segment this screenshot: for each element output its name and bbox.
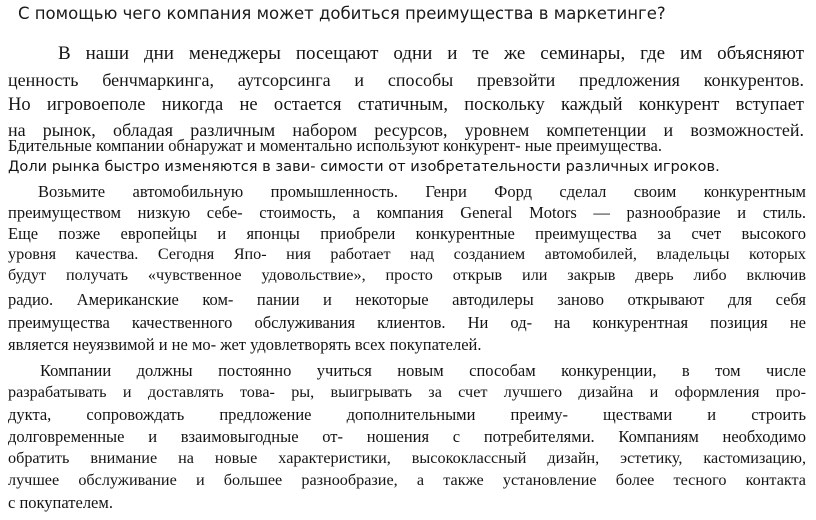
text-line: Доли рынка быстро изменяются в зави- симости от изобретательности различных игроков.	[8, 158, 720, 175]
text-line: разрабатывать и доставлять това- ры, выигрывать за счет лучшего дизайна и оформления про-	[8, 383, 806, 401]
text-line: уровня качества. Сегодня Япо- ния работает над созданием автомобилей, владельцы которых	[8, 245, 806, 263]
text-line: Возьмите автомобильную промышленность. Генри Форд сделал своим конкурентным	[38, 182, 806, 201]
text-line: на рынок, обладая различным набором ресурсов, уровнем компетенции и возможностей.	[8, 120, 804, 140]
text-line: лучшее обслуживание и большее разнообразие, а также установление более тесного контакта	[8, 471, 806, 489]
text-line: преимуществом низкую себе- стоимость, а компания General Motors — разнообразие и стиль.	[8, 203, 806, 222]
text-line: Но игровоеполе никогда не остается статичным, поскольку каждый конкурент вступает	[8, 95, 804, 115]
text-line: будут получать «чувственное удовольствие», просто открыв или закрыв дверь либо включив	[8, 266, 806, 284]
page-title: С помощью чего компания может добиться преимущества в маркетинге?	[18, 4, 666, 23]
text-line: Бдительные компании обнаружат и моментально используют конкурент- ные преимущества.	[8, 136, 662, 155]
text-line: долговременные и взаимовыгодные от- ношения с потребителями. Компаниям необходимо	[8, 427, 806, 446]
text-line: Компании должны постоянно учиться новым способам конкуренции, в том числе	[40, 361, 806, 380]
text-line: обратить внимание на новые характеристики, высококлассный дизайн, эстетику, кастомизацию,	[8, 449, 806, 467]
text-line: дукта, сопровождать предложение дополнительными преиму- ществами и строить	[8, 405, 806, 424]
text-line: преимущества качественного обслуживания клиентов. Ни од- на конкурентная позиция не	[8, 313, 806, 332]
text-line: Еще позже европейцы и японцы приобрели конкурентные преимущества за счет высокого	[8, 224, 806, 243]
text-line: ценность бенчмаркинга, аутсорсинга и способы превзойти предложения конкурентов.	[8, 70, 804, 90]
text-line: с покупателем.	[8, 493, 113, 512]
text-line: радио. Американские ком- пании и некоторые автодилеры заново открывают для себя	[8, 290, 806, 309]
text-line: В наши дни менеджеры посещают одни и те же семинары, где им объясняют	[58, 43, 804, 64]
text-line: является неуязвимой и не мо- жет удовлетворять всех покупателей.	[8, 335, 482, 354]
